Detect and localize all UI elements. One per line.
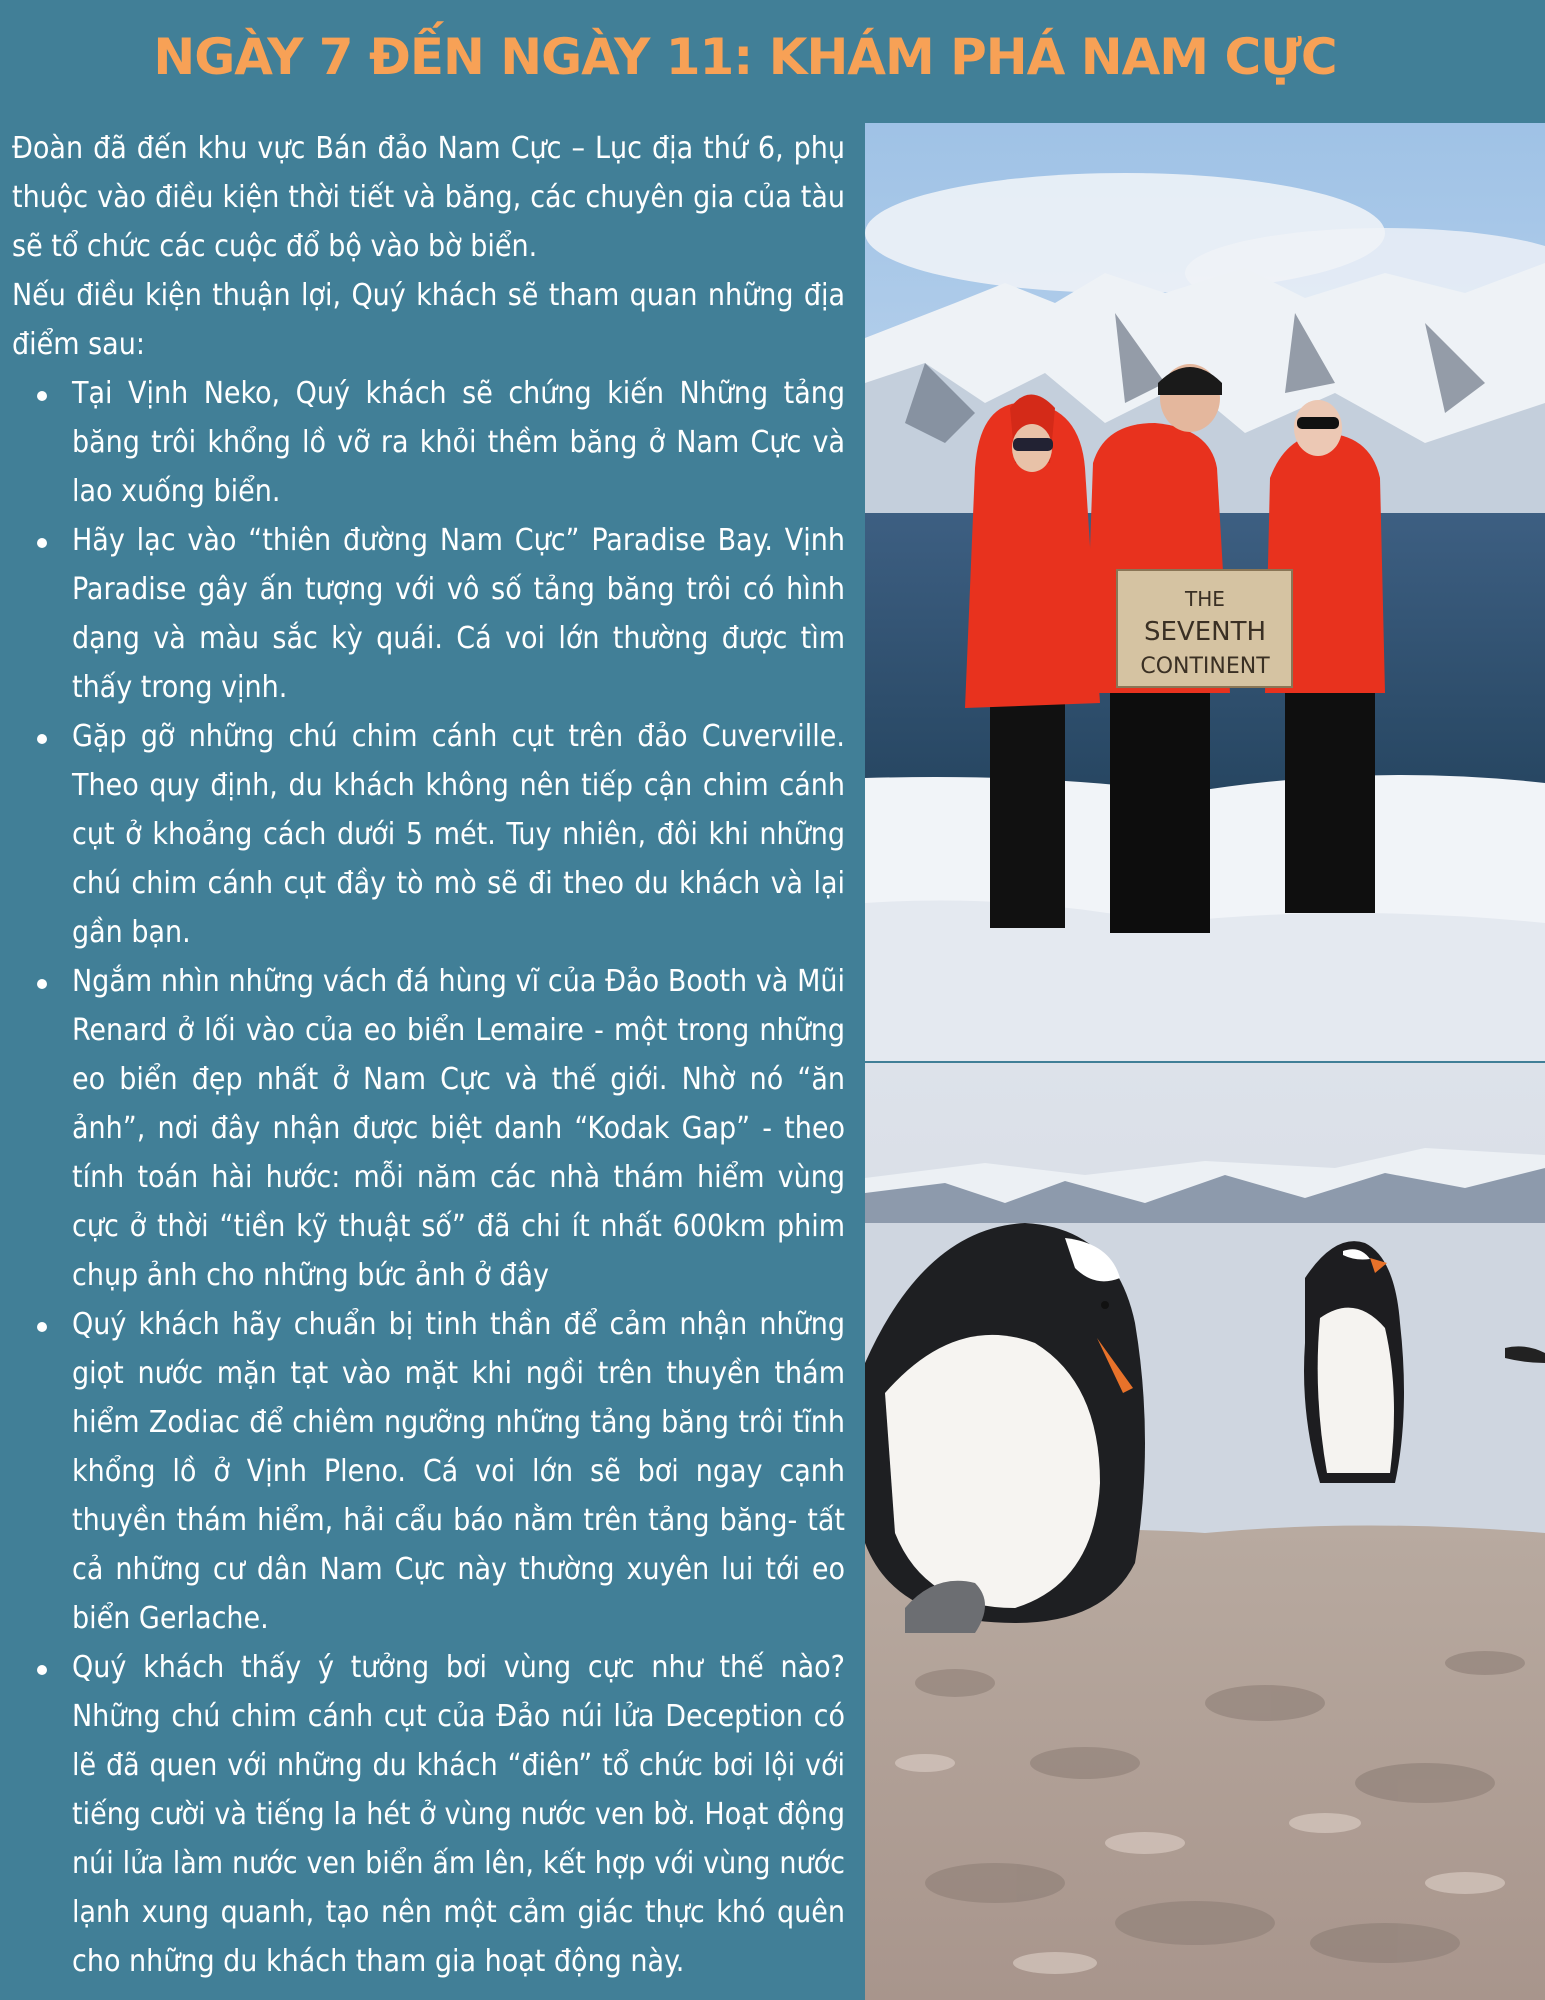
travelers-photo	[865, 123, 1545, 1061]
penguin-small	[1304, 1241, 1404, 1483]
intro-paragraph: Đoàn đã đến khu vực Bán đảo Nam Cực – Lục địa thứ 6, phụ thuộc vào điều kiện thời tiết và băng, các chuyên gia của tàu sẽ tổ chức các cuộc đổ bộ vào bờ biển.	[12, 131, 845, 264]
list-item: Quý khách hãy chuẩn bị tinh thần để cảm nhận những giọt nước mặn tạt vào mặt khi ngồi trên thuyền thám hiểm Zodiac để chiêm ngưỡng những tảng băng trôi tĩnh khổng lồ ở Vịnh Pleno. Cá voi lớn sẽ bơi ngay cạnh thuyền thám hiểm, hải cẩu báo nằm trên tảng băng- tất cả những cư dân Nam Cực này thường xuyên lui tới eo biển Gerlache.	[72, 1300, 845, 1643]
list-item: Gặp gỡ những chú chim cánh cụt trên đảo Cuverville. Theo quy định, du khách không nên tiếp cận chim cánh cụt ở khoảng cách dưới 5 mét. Tuy nhiên, đôi khi những chú chim cánh cụt đầy tò mò sẽ đi theo du khách và lại gần bạn.	[72, 712, 845, 957]
penguins-photo	[865, 1063, 1545, 2000]
article-body	[12, 124, 845, 1986]
sign-line-2: SEVENTH	[1143, 617, 1267, 647]
sign-line-3: CONTINENT	[1140, 654, 1270, 679]
list-item: Tại Vịnh Neko, Quý khách sẽ chứng kiến Những tảng băng trôi khổng lồ vỡ ra khỏi thềm băng ở Nam Cực và lao xuống biển.	[72, 369, 845, 516]
destination-list	[12, 369, 845, 1986]
sign	[1117, 570, 1292, 687]
list-item: Ngắm nhìn những vách đá hùng vĩ của Đảo Booth và Mũi Renard ở lối vào của eo biển Lemaire - một trong những eo biển đẹp nhất ở Nam Cực và thế giới. Nhờ nó “ăn ảnh”, nơi đây nhận được biệt danh “Kodak Gap” - theo tính toán hài hước: mỗi năm các nhà thám hiểm vùng cực ở thời “tiền kỹ thuật số” đã chi ít nhất 600km phim chụp ảnh cho những bức ảnh ở đây	[72, 957, 845, 1300]
list-item: Hãy lạc vào “thiên đường Nam Cực” Paradise Bay. Vịnh Paradise gây ấn tượng với vô số tảng băng trôi có hình dạng và màu sắc kỳ quái. Cá voi lớn thường được tìm thấy trong vịnh.	[72, 516, 845, 712]
page-title: NGÀY 7 ĐẾN NGÀY 11: KHÁM PHÁ NAM CỰC	[153, 28, 1337, 86]
lead-paragraph: Nếu điều kiện thuận lợi, Quý khách sẽ tham quan những địa điểm sau:	[12, 278, 845, 362]
list-item: Quý khách thấy ý tưởng bơi vùng cực như thế nào? Những chú chim cánh cụt của Đảo núi lửa Deception có lẽ đã quen với những du khách “điên” tổ chức bơi lội với tiếng cười và tiếng la hét ở vùng nước ven bờ. Hoạt động núi lửa làm nước ven biển ấm lên, kết hợp với vùng nước lạnh xung quanh, tạo nên một cảm giác thực khó quên cho những du khách tham gia hoạt động này.	[72, 1643, 845, 1986]
sign-line-1: THE	[1185, 587, 1225, 611]
